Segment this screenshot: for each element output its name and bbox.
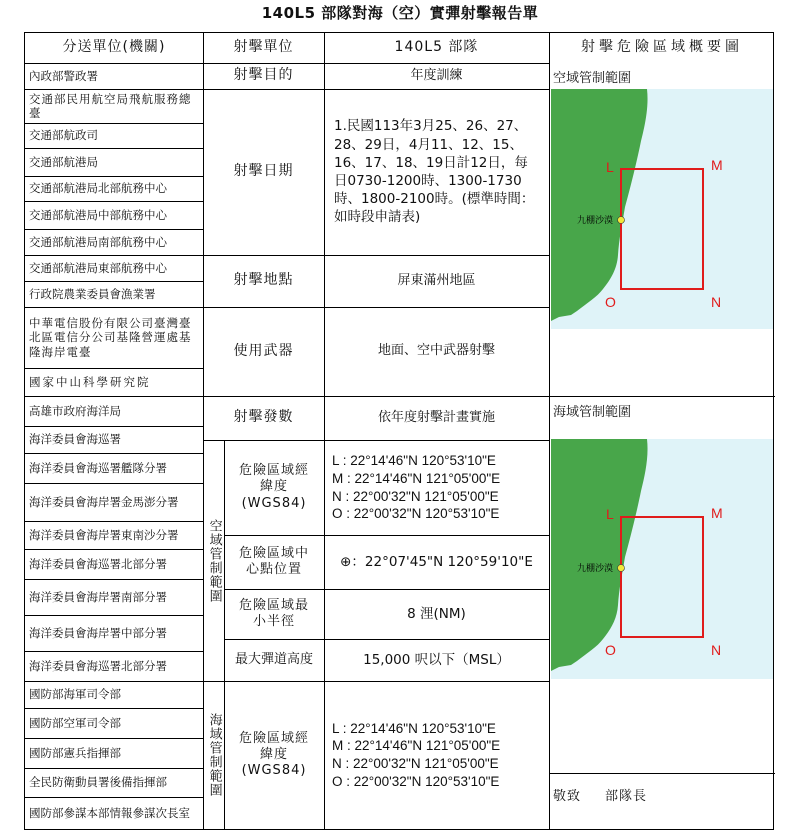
dept-item: 海洋委員會海巡署北部分署 — [29, 658, 167, 673]
dept-item: 交通部航港局 — [29, 154, 98, 169]
dept-item: 交通部民用航空局飛航服務總臺 — [29, 91, 192, 120]
purpose-value: 年度訓練 — [410, 67, 463, 83]
weapon-label: 使用武器 — [233, 342, 294, 359]
sign-text: 部隊長 — [605, 789, 648, 804]
dept-item: 國家中山科學研究院 — [29, 374, 151, 389]
air-map-title: 空域管制範圍 — [553, 71, 632, 86]
dept-item: 交通部航港局北部航務中心 — [29, 181, 167, 196]
center-label: 危險區域中心點位置 — [238, 545, 309, 577]
dept-item: 行政院農業委員會漁業署 — [29, 286, 156, 301]
altitude-value: 15,000 呎以下（MSL） — [363, 651, 510, 668]
weapon-value: 地面、空中武器射擊 — [377, 343, 495, 359]
dept-item: 國防部參謀本部情報參謀次長室 — [29, 805, 190, 820]
corner-m-label: M — [711, 505, 723, 521]
sea-coord-list — [324, 681, 549, 829]
air-coord-n: N : 22°00'32"N 121°05'00"E — [332, 488, 499, 504]
dept-item: 海洋委員會海岸署南部分署 — [29, 589, 167, 604]
corner-o-label: O — [605, 294, 616, 310]
report-title: 140L5 部隊對海（空）實彈射擊報告單 — [261, 4, 539, 22]
dept-item: 國防部空軍司令部 — [29, 715, 121, 730]
salute-text: 敬致 — [553, 789, 582, 804]
location-value: 屏東滿州地區 — [397, 272, 476, 288]
radius-value: 8 浬(NM) — [407, 605, 466, 622]
dept-item: 海洋委員會海巡署 — [29, 432, 121, 447]
corner-o-label: O — [605, 642, 616, 658]
air-zone-map — [551, 89, 773, 329]
rounds-value: 依年度射擊計畫實施 — [377, 409, 495, 425]
place-label: 九棚沙漠 — [577, 216, 614, 226]
map-summary-header: 射擊危險區域概要圖 — [581, 39, 743, 56]
dept-item: 海洋委員會海巡署北部分署 — [29, 556, 167, 571]
corner-m-label: M — [711, 157, 723, 173]
location-label: 射擊地點 — [233, 272, 294, 289]
sea-coord-o: O : 22°00'32"N 120°53'10"E — [332, 773, 500, 789]
air-coord-o: O : 22°00'32"N 120°53'10"E — [332, 506, 500, 522]
corner-l-label: L — [606, 159, 614, 175]
report-table — [24, 32, 774, 830]
date-value: 1.民國113年3月25、26、27、28、29日，4月11、12、15、16、17、18、19日計12日，每日0730-1200時、1300-1730時、1800-2100時。(標準時間：如時段申請表) — [334, 118, 535, 226]
rounds-label: 射擊發數 — [233, 409, 294, 426]
dept-item: 交通部航港局中部航務中心 — [29, 207, 167, 222]
sea-zone-map — [551, 439, 773, 679]
dept-item: 交通部航港局東部航務中心 — [29, 260, 167, 275]
sea-coord-m: M : 22°14'46"N 121°05'00"E — [332, 738, 501, 754]
radius-label: 危險區域最小半徑 — [238, 597, 309, 629]
dept-item: 交通部航政司 — [29, 128, 98, 143]
dept-item: 海洋委員會海岸署金馬澎分署 — [29, 494, 179, 509]
dept-item: 高雄市政府海洋局 — [29, 403, 121, 418]
corner-l-label: L — [606, 506, 614, 522]
unit-label: 射擊單位 — [233, 39, 294, 56]
altitude-label: 最大彈道高度 — [234, 651, 313, 667]
dept-item: 海洋委員會海巡署艦隊分署 — [29, 460, 167, 475]
air-coord-label: 危險區域經緯度(WGS84) — [238, 463, 309, 511]
air-section-label: 空域管制範圍 — [206, 518, 222, 603]
sea-coord-label: 危險區域經緯度(WGS84) — [238, 730, 309, 779]
sea-coord-n: N : 22°00'32"N 121°05'00"E — [332, 756, 499, 771]
recipients-header: 分送單位(機關) — [62, 39, 166, 56]
date-label: 射擊日期 — [233, 163, 294, 180]
sea-coord-l: L : 22°14'46"N 120°53'10"E — [332, 720, 496, 736]
corner-n-label: N — [711, 642, 722, 658]
dept-item: 國防部海軍司令部 — [29, 687, 121, 702]
dept-item: 海洋委員會海岸署東南沙分署 — [29, 527, 179, 542]
purpose-label: 射擊目的 — [233, 67, 294, 84]
corner-n-label: N — [711, 294, 722, 310]
center-value: ⊕：22°07'45"N 120°59'10"E — [340, 553, 533, 570]
air-coord-list — [324, 440, 549, 535]
dept-item: 國防部憲兵指揮部 — [29, 745, 121, 760]
air-coord-l: L : 22°14'46"N 120°53'10"E — [332, 453, 496, 469]
air-coord-m: M : 22°14'46"N 121°05'00"E — [332, 470, 501, 486]
unit-value: 140L5 部隊 — [394, 39, 479, 56]
place-label: 九棚沙漠 — [577, 564, 614, 574]
sea-map-title: 海域管制範圍 — [553, 405, 632, 420]
dept-item: 中華電信股份有限公司臺灣臺北區電信分公司基隆營運處基隆海岸電臺 — [29, 315, 192, 359]
dept-item: 海洋委員會海岸署中部分署 — [29, 625, 167, 640]
dept-item: 交通部航港局南部航務中心 — [29, 234, 167, 249]
dept-item: 內政部警政署 — [29, 68, 98, 83]
dept-item: 全民防衛動員署後備指揮部 — [29, 775, 167, 790]
sea-section-label: 海域管制範圍 — [206, 713, 222, 797]
